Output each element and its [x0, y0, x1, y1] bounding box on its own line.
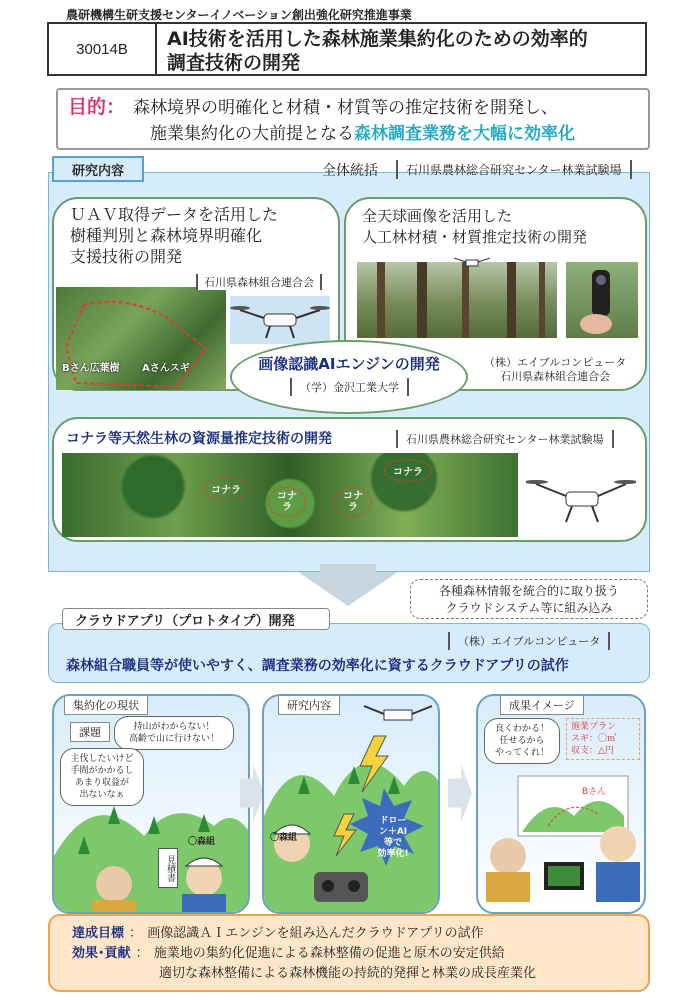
- konara-tag: コナ ラ: [334, 487, 372, 517]
- summary-box: [48, 914, 650, 992]
- uav-title-line1: ＵＡＶ取得データを活用した: [70, 205, 279, 224]
- scene-arrow-icon: [448, 764, 472, 822]
- purpose-label: 目的：: [68, 96, 126, 118]
- uav-title-line2: 樹種判別と森林境界明確化: [70, 226, 263, 245]
- cloud-desc: 森林組合職員等が使いやすく、調査業務の効率化に資するクラウドアプリの試作: [66, 658, 569, 674]
- sphere-org-line2: 石川県森林組合連合会: [500, 370, 611, 383]
- integrate-note: [410, 579, 648, 619]
- drone-small-icon: [452, 252, 492, 274]
- sphere-org-line1: （株）エイブルコンピュータ: [484, 356, 627, 369]
- purpose-text2: 施業集約化の大前提となる: [150, 124, 354, 144]
- overall-label: 全体統括: [322, 163, 378, 179]
- sphere-title-line1: 全天球画像を活用した: [362, 207, 513, 225]
- sphere-title-line2: 人工林材積・材質推定技術の開発: [362, 228, 588, 246]
- aerial-label-a: Aさんスギ: [142, 363, 190, 374]
- issue-label: 課題: [70, 722, 110, 742]
- plan-line1: 施業プラン: [571, 722, 617, 732]
- purpose-line2: [68, 121, 638, 147]
- canopy-photo: [62, 453, 518, 537]
- owner-line2: 手間がかかるし: [70, 766, 134, 776]
- konara-title: コナラ等天然生林の資源量推定技術の開発: [66, 431, 332, 447]
- camera-photo: [566, 262, 638, 338]
- konara-org: 石川県農林総合研究センター林業試験場: [396, 430, 614, 448]
- title-box: [47, 22, 647, 76]
- scene-result: [476, 694, 646, 914]
- scene-research: [262, 694, 440, 914]
- page-title: [157, 24, 598, 74]
- konara-tag: コナラ: [384, 459, 432, 482]
- issue-bubble: [114, 716, 234, 750]
- effect-line2: 適切な森林整備による森林機能の持続的発揮と林業の成長産業化: [159, 966, 537, 981]
- scene-current: [52, 694, 250, 914]
- plan-line2: スギ：〇㎥: [571, 734, 617, 744]
- owner-line4: 出ないなぁ: [79, 790, 125, 800]
- uav-title: [70, 204, 278, 267]
- aerial-label-b: Bさん広葉樹: [62, 363, 120, 374]
- goal-text: 画像認識ＡＩエンジンを組み込んだクラウドアプリの試作: [147, 926, 484, 941]
- result-speech: [484, 718, 560, 764]
- ai-engine-org: （学）金沢工業大学: [290, 378, 409, 396]
- scene-result-tag: 成果イメージ: [500, 695, 584, 715]
- title-line2: 調査技術の開発: [167, 52, 301, 74]
- burst-text: [368, 816, 418, 860]
- boundary-outline: [56, 287, 226, 390]
- plan-box: [566, 718, 640, 760]
- konara-tag: コナラ: [202, 477, 250, 500]
- owner-line3: あまり収益が: [74, 778, 129, 788]
- map-label: Bさん: [582, 787, 607, 797]
- burst-line1: ドロー: [379, 816, 407, 826]
- purpose-text1: 森林境界の明確化と材積・材質等の推定技術を開発し、: [133, 98, 559, 118]
- estimate-paper: 見積書: [158, 848, 178, 888]
- aerial-photo: [56, 287, 226, 390]
- burst-line2: ン＋AI: [378, 827, 408, 837]
- cloud-org: （株）エイブルコンピュータ: [448, 632, 610, 650]
- helmet-label: 〇森組: [270, 833, 298, 843]
- project-code: 30014B: [49, 24, 157, 74]
- konara-tag: コナ ラ: [268, 487, 306, 517]
- owner-bubble: [60, 748, 144, 806]
- effect-row: 効果･貢献 ： 施業地の集約化促進による森林整備の促進と原木の安定供給: [72, 946, 505, 961]
- sphere-title: [362, 206, 587, 248]
- burst-line3: 等で: [383, 838, 402, 848]
- issue-line1: 持山がわからない！: [133, 722, 215, 732]
- uav-title-line3: 支援技術の開発: [70, 247, 183, 266]
- ai-engine-title: 画像認識AIエンジンの開発: [258, 355, 440, 373]
- integrate-line1: 各種森林情報を統合的に取り扱う: [438, 584, 619, 598]
- title-line1: AI技術を活用した森林施業集約化のための効率的: [167, 28, 588, 50]
- helmet-label: 〇森組: [188, 837, 216, 847]
- research-illustration: [264, 696, 440, 914]
- issue-line2: 高齢で山に行けない！: [128, 734, 219, 744]
- speech-line3: やってくれ！: [494, 748, 549, 758]
- cloud-tab: クラウドアプリ（プロトタイプ）開発: [62, 608, 330, 630]
- flow-arrow-icon: [298, 572, 398, 606]
- effect-label: 効果･貢献: [72, 946, 131, 961]
- purpose-line1: [68, 94, 638, 121]
- overall-org: 石川県農林総合研究センター林業試験場: [396, 160, 632, 179]
- drone-icon: [230, 296, 330, 344]
- drone-large-icon: [526, 470, 636, 530]
- burst-line4: 効率化!: [377, 849, 409, 859]
- owner-line1: 主伐したいけど: [70, 754, 134, 764]
- speech-line2: 任せるから: [499, 736, 545, 746]
- purpose-highlight: 森林調査業務を大幅に効率化: [354, 124, 575, 144]
- uav-org: 石川県森林組合連合会: [196, 274, 322, 290]
- effect-line1: 施業地の集約化促進による森林整備の促進と原木の安定供給: [153, 946, 505, 961]
- purpose-box: [56, 88, 650, 150]
- header-caption: 農研機構生研支援センターイノベーション創出強化研究推進事業: [66, 8, 412, 22]
- research-tab: 研究内容: [52, 156, 144, 182]
- scene-research-tag: 研究内容: [278, 695, 340, 715]
- goal-row: 達成目標 ： 画像認識ＡＩエンジンを組み込んだクラウドアプリの試作: [72, 926, 484, 941]
- plan-line3: 収支：△円: [571, 746, 614, 756]
- speech-line1: 良くわかる！: [494, 724, 549, 734]
- integrate-line2: クラウドシステム等に組み込み: [445, 601, 613, 615]
- scene-current-tag: 集約化の現状: [64, 695, 148, 715]
- ai-engine-ellipse: [230, 340, 468, 414]
- goal-label: 達成目標: [72, 926, 125, 941]
- sphere-org: [484, 356, 626, 384]
